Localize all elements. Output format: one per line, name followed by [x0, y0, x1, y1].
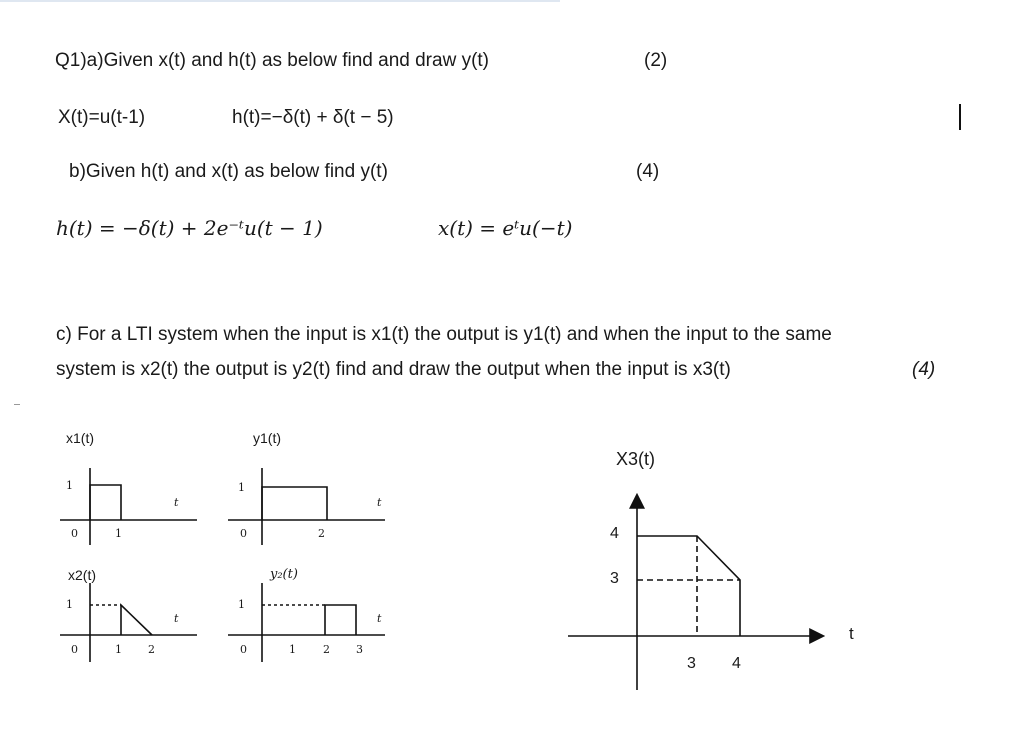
x2-title: x2(t) [68, 567, 96, 583]
y2-tick-3: 3 [356, 643, 363, 656]
question-a-text: Q1)a)Given x(t) and h(t) as below find and draw y(t) [55, 50, 490, 71]
question-b-text: b)Given h(t) and x(t) as below find y(t) [69, 161, 388, 182]
question-c-line-2: system is x2(t) the output is y2(t) find and draw the output when the input is x3(t) [56, 359, 731, 380]
y2-tick-1: 1 [289, 643, 296, 656]
y1-tick-0: 0 [240, 527, 247, 540]
question-a-x-definition: X(t)=u(t-1) [58, 107, 146, 128]
y2-tick-0: 0 [240, 643, 247, 656]
question-a-h-definition: h(t)=−δ(t) + δ(t − 5) [232, 107, 394, 128]
y1-amplitude-label: 1 [238, 481, 245, 494]
x1-axis-label: t [174, 496, 179, 509]
x1-tick-1: 1 [115, 527, 122, 540]
x2-tick-2: 2 [148, 643, 155, 656]
y1-tick-2: 2 [318, 527, 325, 540]
x3-x-tick-3: 3 [687, 655, 696, 672]
x2-axis-label: t [174, 612, 179, 625]
x2-tick-1: 1 [115, 643, 122, 656]
y2-title: y₂(t) [270, 567, 298, 582]
x1-amplitude-label: 1 [66, 479, 73, 492]
y1-graph [228, 468, 385, 545]
y2-amplitude-label: 1 [238, 598, 245, 611]
x3-y-tick-3: 3 [610, 570, 619, 587]
question-c-marks: (4) [912, 359, 936, 380]
x2-tick-0: 0 [71, 643, 78, 656]
x2-amplitude-label: 1 [66, 598, 73, 611]
y1-title: y1(t) [253, 430, 281, 446]
question-a-marks: (2) [644, 50, 668, 71]
y2-axis-label: t [377, 612, 382, 625]
x3-y-tick-4: 4 [610, 525, 619, 542]
x3-title: X3(t) [616, 449, 656, 469]
question-b-x-definition: x(t) = eᵗu(−t) [438, 216, 573, 240]
question-b-marks: (4) [636, 161, 660, 182]
x3-axis-label: t [849, 624, 854, 643]
x1-title: x1(t) [66, 430, 94, 446]
y1-axis-label: t [377, 496, 382, 509]
question-b-h-definition: h(t) = −δ(t) + 2e⁻ᵗu(t − 1) [56, 216, 323, 240]
question-c-line-1: c) For a LTI system when the input is x1(t) the output is y1(t) and when the input to the same [56, 324, 832, 345]
x3-x-tick-4: 4 [732, 655, 741, 672]
y2-tick-2: 2 [323, 643, 330, 656]
x1-tick-0: 0 [71, 527, 78, 540]
